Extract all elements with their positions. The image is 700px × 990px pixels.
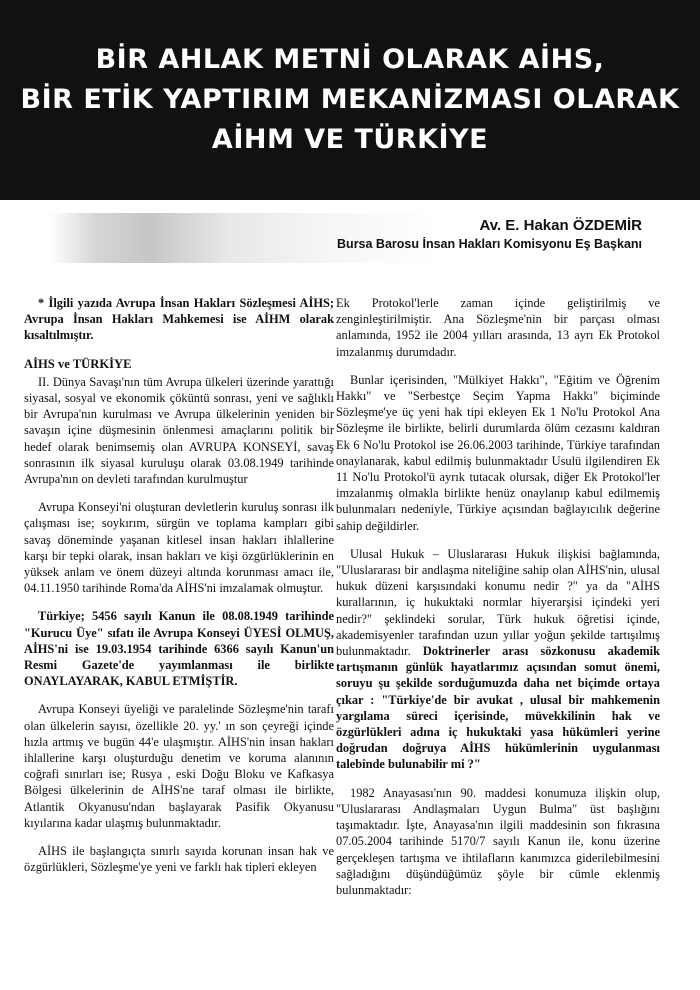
author-name: Av. E. Hakan ÖZDEMİR — [479, 217, 642, 234]
paragraph: Bunlar içerisinden, "Mülkiyet Hakkı", "Eğitim ve Öğrenim Hakkı" ve "Serbestçe Seçim Yapma Hakkı" biçiminde Sözleşme'ye üç yeni hak tipi ekleyen Ek 1 No'lu Protokol Ana Sözleşme ile birlikte, belirli durumlarda ölüm cezasını kaldıran Ek 6 No'lu Protokol ise 26.06.2003 tarihinde, Türkiye tarafından onaylanarak, kabul edilmiş bulunmaktadır Usulü ilgilendiren Ek 11 No'lu Protokol'ü ayrık tutacak olursak, diğer Ek Protokol'ler imzalanmış olmakla birlikte henüz onaylanıp kabul edilmemiş bulunmaları nedeniyle, Türkiye açısından bağlayıcılık değerine sahip değildirler. — [336, 372, 660, 533]
bold-question-text: Doktrinerler arası sözkonusu akademik tartışmanın günlük hayatlarımız açısından somut önemi, soruyu şu şekilde sorduğumuzda daha net biçimde ortaya çıkar : "Türkiye'de bir avukat , ulusal bir mahkemenin yargılama süreci içerisinde, müvekkilinin hak ve özgürlükleri adına iç hukuktaki yasa hükümleri yerine doğrudan doğruya AİHS hükümlerinin uygulanması talebinde bulunabilir mi ?" — [336, 644, 660, 772]
title-line-3: AİHM VE TÜRKİYE — [211, 124, 489, 155]
paragraph: Avrupa Konseyi üyeliği ve paralelinde Sözleşme'nin tarafı olan ülkelerin sayısı, özellikle 20. yy.' ın son çeyreği içinde hızla artmış ve bugün 44'e ulaşmıştır. AİHS'nin insan hakları ihlallerine karşı oluşturduğu denetim ve koruma alanının coğrafi sınırları ise; Rusya , eski Doğu Bloku ve Kafkasya Bölgesi ülkelerinin de AİHS'ne taraf olması ile birlikte, Atlantik Okyanusu'ndan başlayarak Pasifik Okyanusu kıyılarına kadar ulaşmış bulunmaktadır. — [24, 702, 334, 830]
author-byline — [0, 213, 700, 263]
paragraph: 1982 Anayasası'nın 90. maddesi konumuza ilişkin olup, "Uluslararası Andlaşmaları Uygun Bulma" üst başlığını taşımaktadır. İşte, Anayasa'nın ilgili maddesinin son fıkrasına 07.05.2004 tarihinde 5170/7 sayılı Kanun ile, konu üzerine gerçekleşen tartışma ve ihtilafların kanımızca giderilebilmesini sağladığını düşündüğümüz şöyle bir cümle eklenmiş bulunmaktadır: — [336, 785, 660, 897]
paragraph: Avrupa Konseyi'ni oluşturan devletlerin kuruluş sonrası ilk çalışması ise; soykırım, sürgün ve toplama kampları gibi savaş döneminde yaşanan kitlesel insan hakları ihlallerine karşı bir tepki olarak, insan hakları ve kişi özgürlüklerinin en yüksek anlam ve önem düzeyi altında korunması amacı ile, 04.11.1950 tarihinde Roma'da AİHS'ni imzalamak olmuştur. — [24, 500, 334, 596]
paragraph: Ek Protokol'lerle zaman içinde geliştirilmiş ve zenginleştirilmiştir. Ana Sözleşme'nin bir parçası olması anlamında, 1952 ile 2004 yılları arasında, 13 ayrı Ek Protokol imzalanmış durumdadır. — [336, 296, 660, 359]
section-heading: AİHS ve TÜRKİYE — [24, 356, 132, 371]
abbreviation-note: * İlgili yazıda Avrupa İnsan Hakları Sözleşmesi AİHS; Avrupa İnsan Hakları Mahkemesi ise AİHM olarak kısaltılmıştır. — [24, 296, 334, 343]
paragraph: AİHS ile başlangıçta sınırlı sayıda korunan insan hak ve özgürlükleri, Sözleşme'ye yeni ve farklı hak tipleri ekleyen — [24, 844, 334, 875]
title-line-2: BİR ETİK YAPTIRIM MEKANİZMASI OLARAK — [20, 84, 680, 115]
title-line-1: BİR AHLAK METNİ OLARAK AİHS, — [95, 44, 605, 75]
paragraph — [336, 546, 660, 773]
title-banner — [0, 0, 700, 200]
bold-paragraph: Türkiye; 5456 sayılı Kanun ile 08.08.1949 tarihinde "Kurucu Üye" sıfatı ile Avrupa Konseyi ÜYESİ OLMUŞ, AİHS'ni ise 19.03.1954 tarihinde 6366 sayılı Kanun'un Resmi Gazete'de yayımlanması ile birlikte ONAYLAYARAK, KABUL ETMİŞTİR. — [24, 609, 334, 689]
left-column — [24, 295, 334, 888]
author-role: Bursa Barosu İnsan Hakları Komisyonu Eş Başkanı — [337, 237, 642, 251]
paragraph-text: Ulusal Hukuk – Uluslararası Hukuk ilişkisi bağlamında, "Uluslararası bir andlaşma niteliğine sahip olan AİHS'nin, ulusal hukuk düzeni karşısındaki konumu nedir ?" ya da "AİHS kurallarının, iç hukuktaki normlar hiyerarşisi içindeki yeri nedir?" şeklindeki sorular, Türk hukuk öğretisi içinde, akademisyenler tarafından uzun yıllar yoğun şekilde tartışılmış bulunmaktadır. — [336, 546, 660, 659]
paragraph: II. Dünya Savaşı'nın tüm Avrupa ülkeleri üzerinde yarattığı siyasal, sosyal ve ekonomik çöküntü sonrası, yeni ve sağlıklı bir Avrupa'nın kurulması ve Avrupa ülkelerinin yeniden bir savaşın içine düşmesinin önlenmesi amaçlarını politik bir hedef olarak benimsemiş olan AVRUPA KONSEYİ, savaş sonrasının ilk siyasal kuruluşu olarak 03.08.1949 tarihinde Avrupa'nın on devleti tarafından kurulmuştur — [24, 374, 334, 487]
right-column — [336, 295, 660, 910]
